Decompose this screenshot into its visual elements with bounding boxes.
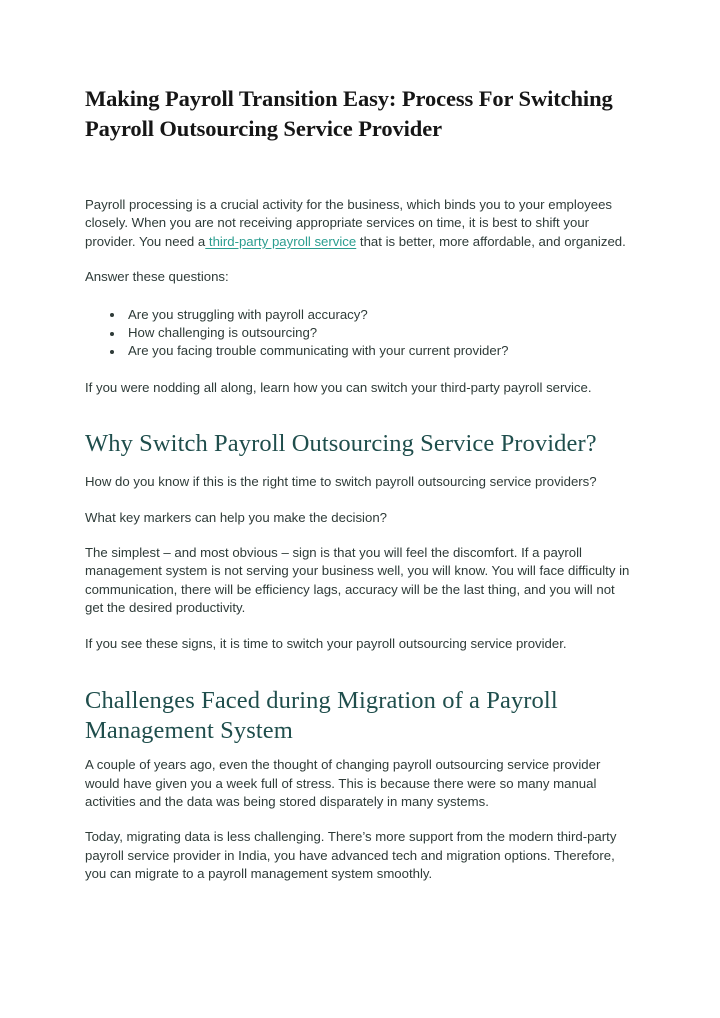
questions-prompt: Answer these questions: [85, 269, 229, 285]
section-heading-why-switch: Why Switch Payroll Outsourcing Service Provider? [85, 430, 597, 458]
spacer [85, 144, 635, 196]
intro-closing-paragraph: If you were nodding all along, learn how you can switch your third-party payroll service. [85, 379, 592, 395]
intro-paragraph-text-before-link: Payroll processing is a crucial activity for the business, which binds you to your employees closely. When you are not receiving appropriate services on time, it is best to shift your provider. You need a [85, 197, 613, 249]
list-item [85, 324, 635, 342]
spacer [85, 811, 635, 828]
spacer [85, 618, 635, 635]
section-1-paragraph-2: What key markers can help you make the decision? [85, 509, 387, 525]
spacer [85, 746, 635, 756]
page-title: Making Payroll Transition Easy: Process For Switching Payroll Outsourcing Service Provider [85, 86, 613, 141]
section-heading-challenges-faced: Challenges Faced during Migration of a Payroll Management System [85, 687, 558, 745]
spacer [85, 287, 635, 306]
spacer [85, 397, 635, 429]
spacer [85, 527, 635, 544]
list-item [85, 342, 635, 360]
section-2-paragraph-2: Today, migrating data is less challenging. There’s more support from the modern third-party payroll service provider in India, you have advanced tech and migration options. Therefore, you can migrate to a payroll management system smoothly. [85, 829, 617, 882]
intro-paragraph [85, 196, 635, 251]
spacer [85, 459, 635, 473]
spacer [85, 653, 635, 686]
section-1-paragraph-3: The simplest – and most obvious – sign is that you will feel the discomfort. If a payroll management system is not serving your business well, you will know. You will face difficulty in communication, there will be efficiency lags, accuracy will be the last thing, and you will not get the desired productivity. [85, 545, 630, 616]
questions-list [85, 306, 635, 361]
document-content [85, 84, 635, 884]
list-item [85, 306, 635, 324]
intro-paragraph-text-after-link: that is better, more affordable, and organized. [356, 233, 626, 249]
list-item-label: Are you facing trouble communicating with your current provider? [128, 343, 509, 359]
section-2-paragraph-1: A couple of years ago, even the thought of changing payroll outsourcing service provider would have given you a week full of stress. This is because there were so many manual activities and the data was being stored disparately in many systems. [85, 757, 601, 809]
third-party-payroll-service-link[interactable]: third-party payroll service [205, 233, 357, 249]
spacer [85, 361, 635, 379]
list-item-label: How challenging is outsourcing? [128, 325, 318, 341]
spacer [85, 251, 635, 268]
section-1-paragraph-1: How do you know if this is the right time to switch payroll outsourcing service providers? [85, 474, 597, 490]
spacer [85, 492, 635, 509]
list-item-label: Are you struggling with payroll accuracy? [128, 306, 368, 322]
section-1-paragraph-4: If you see these signs, it is time to switch your payroll outsourcing service provider. [85, 635, 567, 651]
